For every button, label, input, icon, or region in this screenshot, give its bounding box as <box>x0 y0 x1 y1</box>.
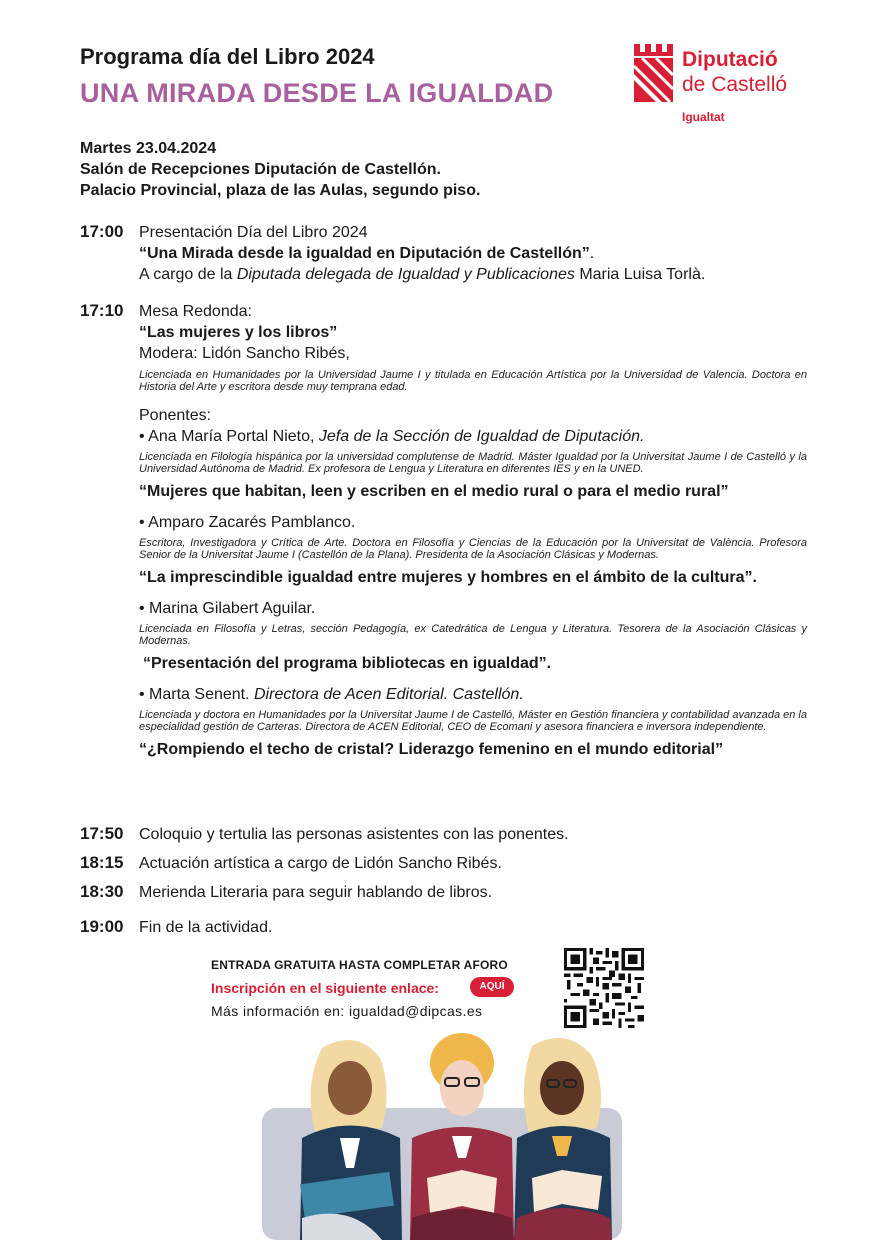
speaker-name: • Amparo Zacarés Pamblanco. <box>139 514 356 531</box>
woman-middle <box>410 1033 514 1240</box>
program-item <box>80 853 810 875</box>
program-item <box>80 301 810 816</box>
event-venue: Salón de Recepciones Diputación de Castellón. <box>80 161 441 178</box>
event-address: Palacio Provincial, plaza de las Aulas, segundo piso. <box>80 182 481 199</box>
speakers-heading: Ponentes: <box>139 407 212 424</box>
moderator: Modera: Lidón Sancho Ribés, <box>139 345 350 362</box>
woman-left <box>300 1040 402 1240</box>
speaker-role: Jefa de la Sección de Igualdad de Diputación. <box>318 428 645 445</box>
cargo-name: Maria Luisa Torlà. <box>574 266 706 283</box>
logo-subtitle: Igualtat <box>682 110 725 124</box>
event-date: Martes 23.04.2024 <box>80 140 217 157</box>
speaker-bio: Licenciada en Filosofía y Letras, sección Pedagogía, ex Catedrática de Lengua y Literatura. Tesorera de la Asociación Clásicas y Modernas. <box>139 623 807 647</box>
talk-title: “Presentación del programa bibliotecas en igualdad”. <box>143 655 552 672</box>
free-entry-text: ENTRADA GRATUITA HASTA COMPLETAR AFORO <box>211 958 508 972</box>
woman-right <box>514 1038 612 1240</box>
program-line: Merienda Literaria para seguir hablando de libros. <box>139 884 493 901</box>
program-line: Fin de la actividad. <box>139 919 273 936</box>
logo-text-diputacio: Diputació <box>682 48 778 71</box>
program-item <box>80 917 810 939</box>
program-time: 17:50 <box>80 824 124 843</box>
program-time: 18:15 <box>80 853 124 872</box>
program-time: 17:10 <box>80 301 124 320</box>
program-quote: “Una Mirada desde la igualdad en Diputación de Castellón” <box>139 245 590 262</box>
logo-text-castello: de Castelló <box>682 73 788 96</box>
signup-button[interactable]: AQUÍ <box>470 977 514 997</box>
speaker-bio: Licenciada en Filología hispánica por la universidad complutense de Madrid. Máster Igualdad por la Universitat Jaume I de Castelló y la Universidad Autónoma de Madrid. Ex profesora de Lengua y Literatura en diferentes IES y en la UNED. <box>139 451 807 475</box>
page-title: Programa día del Libro 2024 <box>80 44 375 69</box>
talk-title: “La imprescindible igualdad entre mujeres y hombres en el ámbito de la cultura”. <box>139 569 757 586</box>
program-time: 17:00 <box>80 222 124 241</box>
speaker-bio: Escritora, Investigadora y Crítica de Arte. Doctora en Filosofía y Ciencias de la Educación por la Universitat de València. Profesora Senior de la Universitat Jaume I (Castellón de la Plana). Presidenta de la Asociación Clásicas y Modernas. <box>139 537 807 561</box>
speaker-role: Directora de Acen Editorial. Castellón. <box>254 686 524 703</box>
program-line: Actuación artística a cargo de Lidón Sancho Ribés. <box>139 855 502 872</box>
speaker-bio: Licenciada y doctora en Humanidades por la Universitat Jaume I de Castelló, Máster en Gestión financiera y contabilidad avanzada en la especialidad gestión de Carteras. Directora de ACEN Editorial, CEO de Ecomani y asesora financiera e inversora independiente. <box>139 709 807 733</box>
qr-code-icon[interactable] <box>564 948 644 1028</box>
quote-period: . <box>589 245 595 262</box>
program-line: Presentación Día del Libro 2024 <box>139 224 368 241</box>
diputacio-logo-icon <box>634 44 674 104</box>
program-time: 19:00 <box>80 917 124 936</box>
program-time: 18:30 <box>80 882 124 901</box>
program-line: Coloquio y tertulia las personas asistentes con las ponentes. <box>139 826 569 843</box>
talk-title: “¿Rompiendo el techo de cristal? Liderazgo femenino en el mundo editorial” <box>139 741 724 758</box>
speaker-name: • Marta Senent. <box>139 686 254 703</box>
more-info-text: Más información en: igualdad@dipcas.es <box>211 1003 483 1019</box>
cargo-prefix: A cargo de la <box>139 266 237 283</box>
program-item <box>80 882 810 904</box>
program-item <box>80 824 810 846</box>
speaker-name: • Ana María Portal Nieto, <box>139 428 319 445</box>
program-item <box>80 222 810 286</box>
event-info <box>80 138 480 201</box>
signup-text: Inscripción en el siguiente enlace: <box>211 980 439 996</box>
cargo-role: Diputada delegada de Igualdad y Publicaciones <box>236 266 575 283</box>
speaker-name: • Marina Gilabert Aguilar. <box>139 600 316 617</box>
talk-title: “Mujeres que habitan, leen y escriben en el medio rural o para el medio rural” <box>139 483 729 500</box>
program-line: Mesa Redonda: <box>139 303 252 320</box>
women-reading-illustration <box>262 1028 622 1240</box>
moderator-bio: Licenciada en Humanidades por la Universidad Jaume I y titulada en Educación Artística por la Universidad de Valencia. Doctora en Historia del Arte y escritora desde muy temprana edad. <box>139 369 807 393</box>
program-quote: “Las mujeres y los libros” <box>139 324 338 341</box>
page-subtitle: UNA MIRADA DESDE LA IGUALDAD <box>80 78 554 108</box>
